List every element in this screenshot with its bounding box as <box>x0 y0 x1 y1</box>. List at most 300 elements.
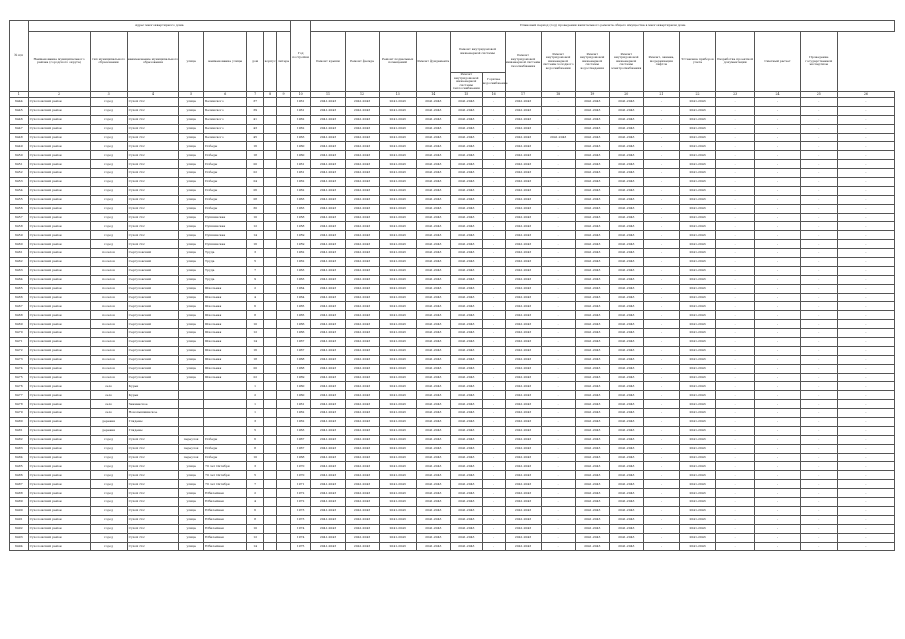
table-cell: 4 <box>247 498 264 507</box>
table-cell: 2041-2043 <box>575 542 609 551</box>
table-cell <box>277 169 291 178</box>
table-row <box>10 355 895 364</box>
table-cell <box>277 231 291 240</box>
table-cell: 2041-2043 <box>416 186 450 195</box>
table-cell: Юбилейная <box>204 542 247 551</box>
table-cell: 2041-2043 <box>505 338 541 347</box>
capital-repair-table <box>9 20 895 551</box>
table-cell: 41 <box>247 115 264 124</box>
table-cell: - <box>755 453 800 462</box>
table-cell: - <box>482 435 505 444</box>
table-cell: 2041-2043 <box>505 462 541 471</box>
table-cell: 6488 <box>10 489 29 498</box>
table-cell: - <box>800 186 837 195</box>
table-cell: - <box>716 97 755 106</box>
table-cell: Победы <box>204 177 247 186</box>
table-row <box>10 480 895 489</box>
table-cell: Сухой Лог <box>127 213 179 222</box>
table-cell: - <box>643 240 679 249</box>
table-row <box>10 391 895 400</box>
table-cell: Сухой Лог <box>127 480 179 489</box>
table-cell: - <box>716 444 755 453</box>
table-cell: 2041-2043 <box>505 311 541 320</box>
table-cell: - <box>482 160 505 169</box>
table-cell: Глядены <box>127 418 179 427</box>
table-cell: 6478 <box>10 400 29 409</box>
table-cell: 2041-2043 <box>450 382 482 391</box>
table-cell: - <box>643 364 679 373</box>
table-cell: 2041-2043 <box>345 204 379 213</box>
header-municipal-district: Наименование муниципального района (городского округа) <box>28 32 90 92</box>
table-cell: 2041-2043 <box>609 542 643 551</box>
table-cell: 2041-2043 <box>345 480 379 489</box>
table-cell: Сухоложский район <box>28 106 90 115</box>
column-number-cell: 25 <box>800 91 837 97</box>
table-row <box>10 275 895 284</box>
table-cell: улица <box>179 338 204 347</box>
table-cell: - <box>541 169 575 178</box>
table-cell: 2041-2043 <box>609 515 643 524</box>
table-cell: 2041-2043 <box>345 515 379 524</box>
table-cell: 2041-2043 <box>311 462 345 471</box>
table-cell: Сухоложский район <box>28 160 90 169</box>
table-cell: Белинского <box>204 124 247 133</box>
table-cell: 2041-2043 <box>416 382 450 391</box>
table-cell: - <box>541 284 575 293</box>
table-cell: 2041-2043 <box>575 462 609 471</box>
table-cell: 2041-2043 <box>679 142 715 151</box>
table-cell <box>263 177 276 186</box>
table-cell <box>263 115 276 124</box>
table-cell: Сухой Лог <box>127 444 179 453</box>
table-cell: Пушкинская <box>204 213 247 222</box>
table-cell: 1963 <box>290 133 311 142</box>
table-cell: - <box>837 106 894 115</box>
table-cell: Сергуловский <box>127 364 179 373</box>
table-cell: - <box>800 231 837 240</box>
table-cell: - <box>837 435 894 444</box>
table-cell: улица <box>179 471 204 480</box>
table-cell: - <box>643 284 679 293</box>
table-cell: - <box>800 240 837 249</box>
table-cell: 9 <box>247 275 264 284</box>
table-cell: Курьи <box>127 382 179 391</box>
table-cell: - <box>755 311 800 320</box>
table-cell: - <box>755 231 800 240</box>
table-cell: 2041-2043 <box>505 115 541 124</box>
table-cell: - <box>482 266 505 275</box>
table-cell: - <box>837 338 894 347</box>
table-cell: 26 <box>247 186 264 195</box>
table-row <box>10 444 895 453</box>
table-cell: 1965 <box>290 302 311 311</box>
table-cell: поселок <box>90 311 127 320</box>
table-cell: Сухоложский район <box>28 311 90 320</box>
table-cell: 2041-2043 <box>505 533 541 542</box>
table-cell: Победы <box>204 151 247 160</box>
table-cell: Сухоложский район <box>28 249 90 258</box>
table-cell <box>277 355 291 364</box>
table-cell: 2041-2043 <box>450 160 482 169</box>
table-cell: - <box>716 435 755 444</box>
table-cell: - <box>837 382 894 391</box>
table-cell: 2041-2043 <box>505 320 541 329</box>
table-cell: Сергуловский <box>127 293 179 302</box>
table-cell <box>263 364 276 373</box>
table-cell: улица <box>179 213 204 222</box>
table-row <box>10 542 895 551</box>
table-cell: - <box>716 498 755 507</box>
table-cell: 2041-2043 <box>345 97 379 106</box>
table-cell: поселок <box>90 346 127 355</box>
table-cell: 6446 <box>10 115 29 124</box>
table-cell: 1960 <box>290 391 311 400</box>
table-cell: - <box>800 418 837 427</box>
table-cell: 1962 <box>290 177 311 186</box>
table-cell: - <box>755 444 800 453</box>
table-cell: 1 <box>247 400 264 409</box>
table-cell: 2041-2043 <box>450 311 482 320</box>
table-row <box>10 124 895 133</box>
table-cell: Юбилейная <box>204 506 247 515</box>
table-cell: - <box>643 222 679 231</box>
table-cell: поселок <box>90 355 127 364</box>
table-cell: 2041-2043 <box>505 480 541 489</box>
header-year-built: Год постройки <box>290 21 311 92</box>
table-cell: - <box>643 266 679 275</box>
table-cell: 2041-2043 <box>679 346 715 355</box>
table-cell <box>277 346 291 355</box>
table-cell: 6474 <box>10 364 29 373</box>
table-cell: 2041-2043 <box>450 533 482 542</box>
table-cell: 6481 <box>10 426 29 435</box>
table-cell: 2041-2043 <box>679 177 715 186</box>
table-cell: 1968 <box>290 453 311 462</box>
table-cell: 2041-2043 <box>609 115 643 124</box>
table-cell: Пушкинская <box>204 222 247 231</box>
table-cell: 2041-2043 <box>679 409 715 418</box>
table-cell: 2041-2043 <box>609 400 643 409</box>
table-cell: 2041-2043 <box>609 471 643 480</box>
table-cell: - <box>800 320 837 329</box>
table-cell: - <box>643 293 679 302</box>
table-cell: 2041-2043 <box>416 293 450 302</box>
table-cell: 1961 <box>290 97 311 106</box>
table-cell: - <box>541 266 575 275</box>
table-cell: - <box>800 169 837 178</box>
table-cell: 7 <box>247 266 264 275</box>
table-row <box>10 231 895 240</box>
column-number-cell: 1 <box>10 91 29 97</box>
table-cell: - <box>643 124 679 133</box>
table-cell: 6448 <box>10 133 29 142</box>
table-cell: 6444 <box>10 97 29 106</box>
table-cell <box>263 471 276 480</box>
table-cell: 2041-2043 <box>416 524 450 533</box>
table-cell: - <box>755 506 800 515</box>
table-cell <box>263 533 276 542</box>
table-cell: 2041-2043 <box>416 320 450 329</box>
table-cell: поселок <box>90 320 127 329</box>
table-cell: - <box>837 506 894 515</box>
table-cell: - <box>755 142 800 151</box>
table-cell: Школьная <box>204 311 247 320</box>
table-cell: - <box>482 533 505 542</box>
table-cell <box>204 400 247 409</box>
table-cell: 2041-2043 <box>416 453 450 462</box>
table-cell: 2041-2043 <box>379 169 416 178</box>
table-cell: 20 <box>247 364 264 373</box>
table-cell: - <box>541 204 575 213</box>
table-cell: 2041-2043 <box>575 115 609 124</box>
table-cell: 2041-2043 <box>450 293 482 302</box>
table-cell: улица <box>179 329 204 338</box>
table-cell: 6480 <box>10 418 29 427</box>
table-cell: 8 <box>247 311 264 320</box>
table-cell: поселок <box>90 329 127 338</box>
table-cell: 2041-2043 <box>345 151 379 160</box>
table-cell: 2041-2043 <box>679 426 715 435</box>
table-row <box>10 338 895 347</box>
table-cell <box>263 462 276 471</box>
table-cell: 45 <box>247 133 264 142</box>
table-cell: Сергуловский <box>127 258 179 267</box>
table-cell: Сухой Лог <box>127 515 179 524</box>
table-cell: город <box>90 240 127 249</box>
table-cell: - <box>755 204 800 213</box>
table-cell: 2041-2043 <box>311 124 345 133</box>
table-cell: 2041-2043 <box>450 266 482 275</box>
table-cell: 2041-2043 <box>416 302 450 311</box>
table-cell: 2041-2043 <box>575 409 609 418</box>
table-cell: - <box>482 124 505 133</box>
table-cell: - <box>755 302 800 311</box>
table-row <box>10 97 895 106</box>
table-cell: - <box>716 249 755 258</box>
table-cell: - <box>800 355 837 364</box>
table-cell: Сухоложский район <box>28 169 90 178</box>
table-cell: - <box>482 338 505 347</box>
table-cell: 2041-2043 <box>609 355 643 364</box>
table-cell: улица <box>179 115 204 124</box>
table-cell: 2041-2043 <box>345 444 379 453</box>
table-cell: Сухой Лог <box>127 231 179 240</box>
table-cell: город <box>90 160 127 169</box>
table-cell: 2041-2043 <box>311 177 345 186</box>
table-cell: 2041-2043 <box>575 391 609 400</box>
table-cell: 2041-2043 <box>416 97 450 106</box>
table-cell: 2041-2043 <box>450 338 482 347</box>
table-cell: поселок <box>90 249 127 258</box>
table-cell: - <box>541 391 575 400</box>
table-cell: - <box>482 133 505 142</box>
table-cell: 2041-2043 <box>505 524 541 533</box>
table-cell: 2041-2043 <box>379 204 416 213</box>
table-cell <box>263 293 276 302</box>
table-cell: 2041-2043 <box>345 311 379 320</box>
table-row <box>10 462 895 471</box>
table-cell: 2041-2043 <box>311 275 345 284</box>
table-cell: 1972 <box>290 498 311 507</box>
table-cell: 2041-2043 <box>311 506 345 515</box>
table-cell: 2041-2043 <box>311 142 345 151</box>
table-cell: - <box>837 542 894 551</box>
table-cell: улица <box>179 498 204 507</box>
table-cell: 2041-2043 <box>609 320 643 329</box>
table-cell: Юбилейная <box>204 489 247 498</box>
table-cell: улица <box>179 169 204 178</box>
table-cell <box>277 329 291 338</box>
table-cell: - <box>541 400 575 409</box>
table-cell <box>263 249 276 258</box>
table-cell: - <box>716 346 755 355</box>
table-cell: - <box>800 524 837 533</box>
table-cell <box>277 515 291 524</box>
table-cell: поселок <box>90 293 127 302</box>
table-cell: - <box>800 106 837 115</box>
table-cell: 20 <box>247 160 264 169</box>
table-cell: - <box>541 524 575 533</box>
table-cell: - <box>755 400 800 409</box>
table-cell <box>263 266 276 275</box>
table-cell: 2041-2043 <box>575 231 609 240</box>
table-cell: улица <box>179 133 204 142</box>
table-cell: улица <box>179 480 204 489</box>
column-number-cell: 3 <box>90 91 127 97</box>
table-cell: 2041-2043 <box>450 106 482 115</box>
table-cell: 2041-2043 <box>379 97 416 106</box>
table-cell: 2041-2043 <box>575 169 609 178</box>
table-cell: Новопышминское <box>127 409 179 418</box>
table-cell: 2041-2043 <box>416 311 450 320</box>
table-cell: 2041-2043 <box>505 498 541 507</box>
table-cell: 1970 <box>290 471 311 480</box>
table-cell: 2 <box>247 391 264 400</box>
table-cell: 2041-2043 <box>379 160 416 169</box>
table-cell: улица <box>179 320 204 329</box>
table-cell: 2041-2043 <box>450 213 482 222</box>
table-cell: - <box>755 373 800 382</box>
table-cell: 1960 <box>290 151 311 160</box>
table-cell: 2041-2043 <box>679 355 715 364</box>
table-cell: 7 <box>247 480 264 489</box>
table-cell <box>179 418 204 427</box>
table-cell: - <box>837 160 894 169</box>
table-cell <box>277 338 291 347</box>
table-cell <box>263 186 276 195</box>
table-cell: 2041-2043 <box>575 338 609 347</box>
table-cell: Победы <box>204 453 247 462</box>
header-lifts: Ремонт, замена, модернизация лифтов <box>643 32 679 92</box>
table-cell: 2041-2043 <box>609 533 643 542</box>
column-number-cell: 23 <box>716 91 755 97</box>
table-cell <box>263 213 276 222</box>
table-cell: 2041-2043 <box>416 169 450 178</box>
table-cell: - <box>837 222 894 231</box>
table-cell: 2041-2043 <box>505 444 541 453</box>
table-cell: 2041-2043 <box>416 151 450 160</box>
table-cell: - <box>755 213 800 222</box>
table-cell: - <box>482 409 505 418</box>
table-cell: 16 <box>247 346 264 355</box>
table-cell: 2041-2043 <box>609 346 643 355</box>
table-cell <box>263 133 276 142</box>
table-cell: 2041-2043 <box>311 409 345 418</box>
table-cell: город <box>90 533 127 542</box>
table-cell: - <box>716 338 755 347</box>
table-cell: 2041-2043 <box>679 97 715 106</box>
table-cell: - <box>643 346 679 355</box>
table-cell: 70 лет Октября <box>204 480 247 489</box>
header-settlement-name: наименование муниципального образования <box>127 32 179 92</box>
table-cell: - <box>541 355 575 364</box>
table-cell: - <box>482 524 505 533</box>
table-cell: 6476 <box>10 382 29 391</box>
table-cell: - <box>643 204 679 213</box>
table-cell: 2041-2043 <box>679 133 715 142</box>
table-cell: 2041-2043 <box>679 240 715 249</box>
table-cell: - <box>755 462 800 471</box>
table-cell: 2041-2043 <box>345 258 379 267</box>
table-cell: город <box>90 151 127 160</box>
table-cell <box>263 231 276 240</box>
table-cell <box>263 542 276 551</box>
table-cell <box>277 160 291 169</box>
table-cell <box>179 426 204 435</box>
table-cell: Сухоложский район <box>28 391 90 400</box>
table-cell: 2041-2043 <box>345 169 379 178</box>
table-cell: - <box>541 435 575 444</box>
table-cell: 2041-2043 <box>311 249 345 258</box>
table-cell <box>263 142 276 151</box>
table-cell: - <box>716 275 755 284</box>
table-cell <box>263 151 276 160</box>
table-cell <box>277 373 291 382</box>
table-cell: поселок <box>90 275 127 284</box>
table-cell: 2041-2043 <box>379 293 416 302</box>
table-cell: 2041-2043 <box>450 275 482 284</box>
table-cell: - <box>837 444 894 453</box>
table-cell: улица <box>179 302 204 311</box>
column-number-cell: 4 <box>127 91 179 97</box>
table-cell: 2041-2043 <box>609 204 643 213</box>
table-cell: 2041-2043 <box>679 506 715 515</box>
table-cell: 2041-2043 <box>345 435 379 444</box>
table-cell <box>277 524 291 533</box>
table-cell: город <box>90 515 127 524</box>
header-korpus: корпус <box>263 32 276 92</box>
table-cell: село <box>90 382 127 391</box>
table-cell: - <box>800 364 837 373</box>
table-cell: - <box>643 338 679 347</box>
table-cell: 2041-2043 <box>345 133 379 142</box>
table-cell: 2041-2043 <box>379 453 416 462</box>
table-cell: 2041-2043 <box>450 97 482 106</box>
table-cell: Сухой Лог <box>127 222 179 231</box>
table-cell: 2041-2043 <box>311 418 345 427</box>
table-cell: - <box>716 266 755 275</box>
table-cell: 2041-2043 <box>379 373 416 382</box>
table-cell: - <box>541 382 575 391</box>
table-cell: 2041-2043 <box>679 249 715 258</box>
table-cell: - <box>541 275 575 284</box>
table-row <box>10 115 895 124</box>
table-cell: город <box>90 124 127 133</box>
table-cell: Сергуловский <box>127 320 179 329</box>
table-cell: - <box>800 222 837 231</box>
table-cell: 2041-2043 <box>575 302 609 311</box>
header-design-docs: Разработка проектной документации <box>716 32 755 92</box>
